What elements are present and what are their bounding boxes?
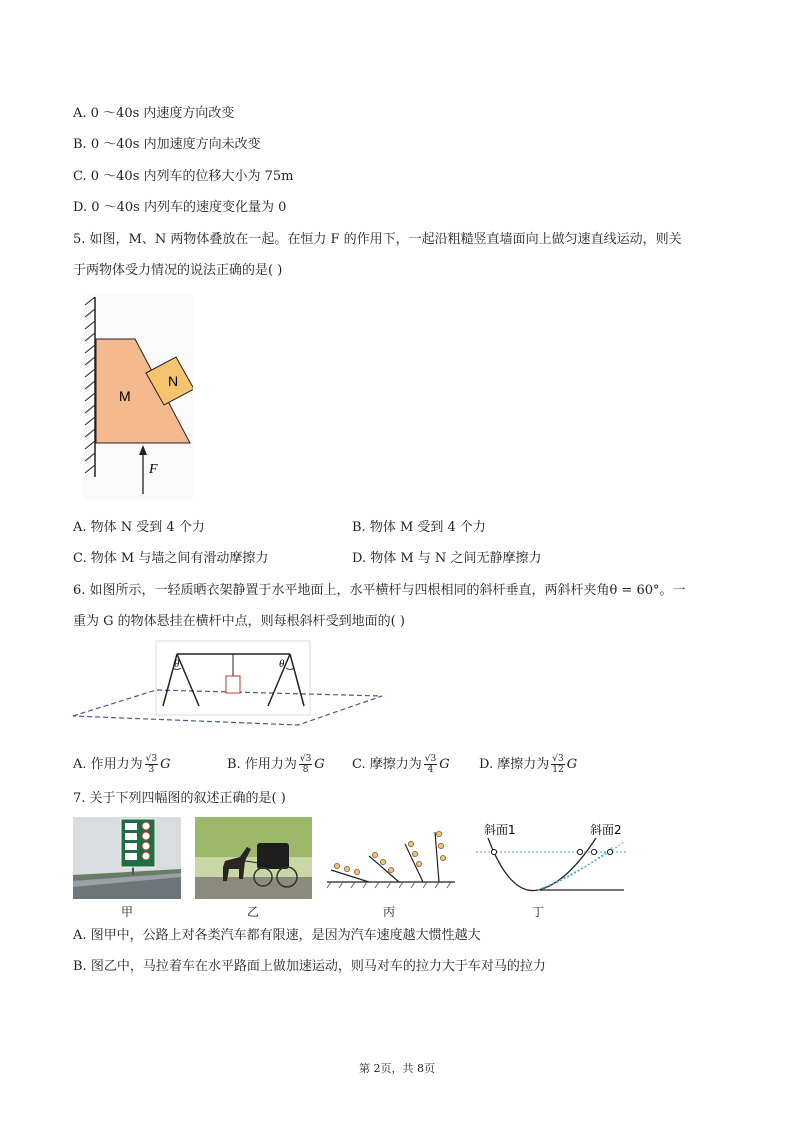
q6-option-c-prefix: C. 摩擦力为: [352, 757, 422, 772]
bing-ground-hatching: [327, 882, 451, 888]
q7-stem: 7. 关于下列四幅图的叙述正确的是( ): [73, 791, 286, 806]
q6-option-a-suffix: G: [160, 757, 171, 772]
q6-option-a: [73, 754, 171, 775]
label-m: M: [119, 388, 131, 404]
right-theta-label: θ: [279, 658, 285, 670]
jia-sign-icon-1: [125, 823, 137, 830]
q6-stem-line2: 重为 G 的物体悬挂在横杆中点，则每根斜杆受到地面的( ): [73, 614, 405, 629]
q6-figure: [72, 640, 384, 726]
q5-stem-line1: 5. 如图，M、N 两物体叠放在一起。在恒力 F 的作用下，一起沿粗糙竖直墙面向上做匀速直线运动，则关: [73, 232, 682, 247]
q5-stem-line2: 于两物体受力情况的说法正确的是( ): [73, 263, 283, 278]
ding-label-slope1: 斜面1: [484, 823, 516, 837]
q6-option-c-numerator: √3: [424, 754, 437, 764]
q7-image-ding: [474, 818, 630, 898]
right-angle-arc: [286, 668, 294, 670]
q7-option-b: B. 图乙中，马拉着车在水平路面上做加速运动，则马对车的拉力大于车对马的拉力: [73, 959, 546, 974]
ding-ball-start: [491, 849, 496, 854]
q6-stem-line1: 6. 如图所示，一轻质晒衣架静置于水平地面上，水平横杆与四根相同的斜杆垂直，两斜杆夹角θ = 60°。一: [73, 583, 686, 598]
caption-yi: 乙: [246, 905, 259, 919]
jia-speed-sign-3: [142, 842, 150, 850]
bing-balls: [334, 831, 445, 874]
left-leg-back: [177, 654, 199, 706]
yi-carriage-body: [257, 843, 289, 869]
ding-ball-slope2a: [591, 849, 596, 854]
q5-option-c: C. 物体 M 与墙之间有滑动摩擦力: [73, 551, 269, 566]
ding-path-3: [538, 846, 614, 890]
q6-option-b-denominator: 8: [302, 765, 309, 775]
bing-stick-4: [435, 832, 439, 882]
q7-option-a: A. 图甲中，公路上对各类汽车都有限速，是因为汽车速度越大惯性越大: [73, 928, 481, 943]
jia-speed-sign-2: [142, 832, 150, 840]
label-n: N: [168, 373, 179, 389]
ding-ball-slope2b: [607, 849, 612, 854]
q5-option-b: B. 物体 M 受到 4 个力: [352, 520, 486, 535]
q6-option-b-prefix: B. 作用力为: [227, 757, 297, 772]
caption-ding: 丁: [531, 905, 544, 919]
q6-option-a-fraction: [145, 754, 158, 775]
yi-crops: [195, 817, 312, 857]
q4-option-d: D. 0 ～40s 内列车的速度变化量为 0: [73, 200, 287, 215]
q6-option-c-denominator: 4: [427, 765, 434, 775]
q5-option-a: A. 物体 N 受到 4 个力: [73, 520, 205, 535]
q6-option-d-numerator: √3: [552, 754, 564, 764]
ground-plane: [73, 690, 382, 725]
jia-speed-sign-1: [142, 822, 150, 830]
q7-image-bing: [325, 820, 460, 898]
q6-option-d-prefix: D. 摩擦力为: [479, 757, 550, 772]
q6-option-d-denominator: 12: [552, 765, 564, 775]
q7-image-jia: [73, 817, 181, 899]
q6-option-b-suffix: G: [314, 757, 325, 772]
q6-option-c-suffix: G: [439, 757, 450, 772]
q6-option-d-fraction: [551, 754, 564, 775]
q5-option-d: D. 物体 M 与 N 之间无静摩擦力: [352, 551, 542, 566]
jia-speed-sign-4: [142, 852, 150, 860]
page-footer: 第 2页，共 8页: [359, 1062, 435, 1075]
ding-ball-slope1: [577, 849, 582, 854]
q6-option-b: [227, 754, 325, 775]
q5-figure: [73, 295, 193, 500]
jia-sign-icon-2: [125, 833, 137, 840]
q6-option-d: [479, 754, 577, 775]
label-f: F: [149, 462, 158, 477]
jia-sign-icon-3: [125, 843, 137, 850]
jia-sign-icon-4: [125, 853, 137, 860]
q6-option-a-prefix: A. 作用力为: [73, 757, 143, 772]
q6-option-a-numerator: √3: [145, 754, 158, 764]
q4-option-c: C. 0 ～40s 内列车的位移大小为 75m: [73, 169, 294, 184]
q7-image-yi: [195, 817, 312, 899]
q6-option-a-denominator: 3: [148, 765, 155, 775]
q4-option-a: A. 0 ～40s 内速度方向改变: [73, 106, 235, 121]
q6-option-b-fraction: [299, 754, 312, 775]
left-theta-label: θ: [174, 658, 180, 670]
bing-stick-1: [331, 870, 369, 882]
hanging-weight: [226, 676, 240, 693]
ding-label-slope2: 斜面2: [590, 823, 622, 837]
q6-option-b-numerator: √3: [299, 754, 312, 764]
yi-road: [195, 877, 312, 899]
ding-curve-slope1: [488, 838, 596, 891]
q6-option-c-fraction: [424, 754, 437, 775]
q4-option-b: B. 0 ～40s 内加速度方向未改变: [73, 137, 261, 152]
q6-option-d-suffix: G: [566, 757, 578, 772]
q6-option-c: [352, 754, 450, 775]
caption-bing: 丙: [382, 905, 395, 919]
right-leg-back: [290, 654, 304, 706]
caption-jia: 甲: [120, 905, 133, 919]
